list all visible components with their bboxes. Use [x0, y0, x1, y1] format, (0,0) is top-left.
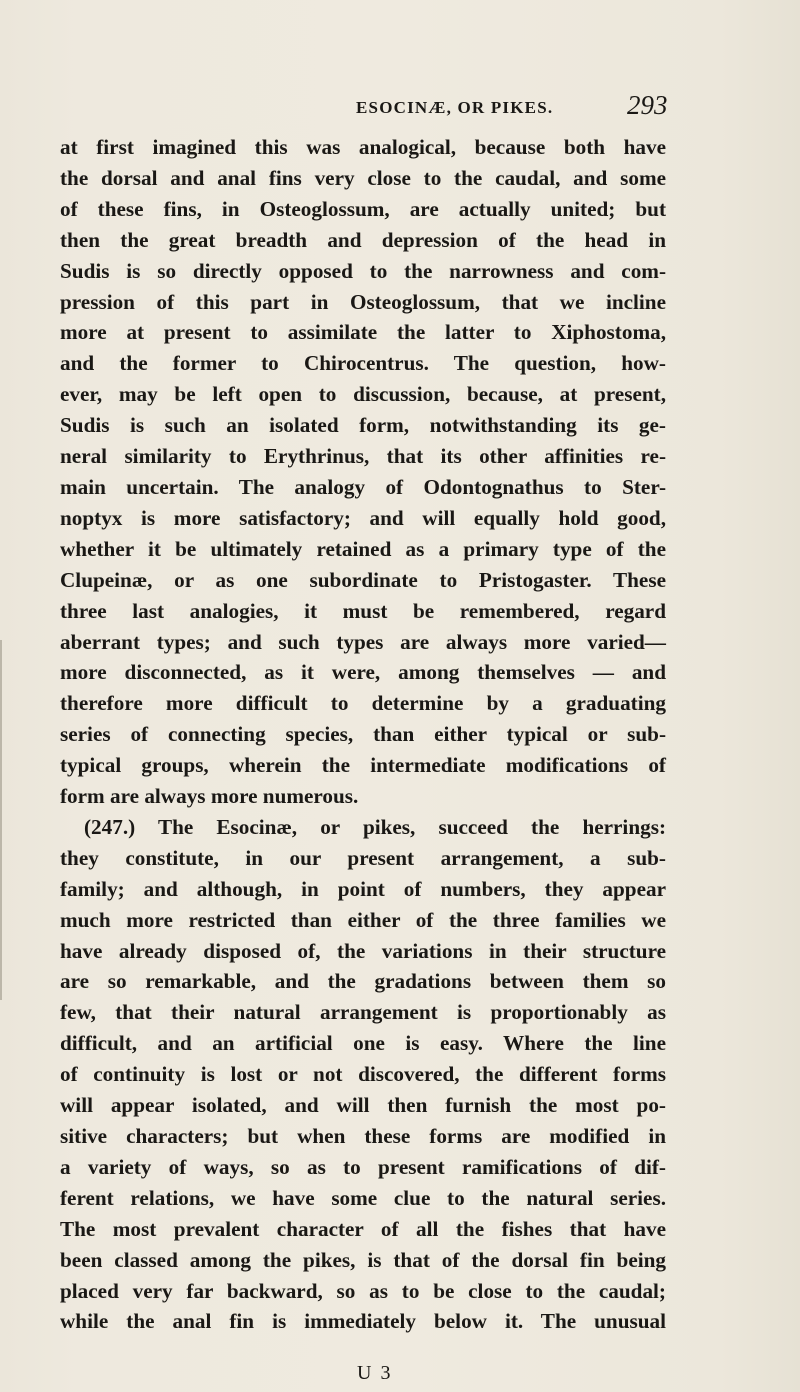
text-line: more at present to assimilate the latter to Xiphostoma, — [60, 320, 666, 345]
text-line: the dorsal and anal fins very close to the caudal, and some — [60, 165, 666, 190]
text-line: ferent relations, we have some clue to the natural series. — [60, 1185, 666, 1210]
text-line: Sudis is so directly opposed to the narrowness and com- — [60, 258, 666, 283]
body-text — [60, 132, 666, 1337]
text-line: Clupeinæ, or as one subordinate to Pristogaster. These — [60, 567, 666, 592]
text-line: are so remarkable, and the gradations between them so — [60, 969, 666, 994]
text-line: more disconnected, as it were, among themselves — and — [60, 660, 666, 685]
text-line: much more restricted than either of the three families we — [60, 907, 666, 932]
running-head: ESOCINÆ, OR PIKES. — [356, 98, 554, 117]
page-number: 293 — [627, 90, 668, 120]
text-line: of these fins, in Osteoglossum, are actually united; but — [60, 196, 666, 221]
text-line: few, that their natural arrangement is proportionably as — [60, 1000, 666, 1025]
text-line: typical groups, wherein the intermediate modifications of — [60, 753, 666, 778]
page-header — [0, 90, 800, 130]
text-line: they constitute, in our present arrangement, a sub- — [60, 845, 666, 870]
text-line: family; and although, in point of numbers, they appear — [60, 876, 666, 901]
text-line: been classed among the pikes, is that of the dorsal fin being — [60, 1247, 666, 1272]
text-line: form are always more numerous. — [60, 784, 359, 809]
text-line: difficult, and an artificial one is easy. Where the line — [60, 1031, 666, 1056]
text-line: will appear isolated, and will then furnish the most po- — [60, 1093, 666, 1118]
text-line: noptyx is more satisfactory; and will equally hold good, — [60, 505, 666, 530]
text-line: aberrant types; and such types are always more varied— — [60, 629, 666, 654]
page-edge-shadow — [0, 640, 8, 1000]
text-line: neral similarity to Erythrinus, that its other affinities re- — [60, 444, 666, 469]
paragraph-start-line: (247.) The Esocinæ, or pikes, succeed the herrings: — [84, 814, 666, 839]
text-line: and the former to Chirocentrus. The question, how- — [60, 351, 666, 376]
text-line: whether it be ultimately retained as a primary type of the — [60, 536, 666, 561]
text-line: have already disposed of, the variations in their structure — [60, 938, 666, 963]
text-line: pression of this part in Osteoglossum, that we incline — [60, 289, 666, 314]
text-line: placed very far backward, so as to be close to the caudal; — [60, 1278, 666, 1303]
text-line: then the great breadth and depression of the head in — [60, 227, 666, 252]
text-line: series of connecting species, than either typical or sub- — [60, 722, 666, 747]
text-line: The most prevalent character of all the fishes that have — [60, 1216, 666, 1241]
text-line: therefore more difficult to determine by a graduating — [60, 691, 666, 716]
text-line: a variety of ways, so as to present ramifications of dif- — [60, 1154, 666, 1179]
text-line: Sudis is such an isolated form, notwithstanding its ge- — [60, 413, 666, 438]
text-line: main uncertain. The analogy of Odontognathus to Ster- — [60, 474, 666, 499]
signature-mark: U 3 — [357, 1362, 393, 1384]
text-line: three last analogies, it must be remembered, regard — [60, 598, 666, 623]
text-line: ever, may be left open to discussion, because, at present, — [60, 382, 666, 407]
text-line: sitive characters; but when these forms are modified in — [60, 1124, 666, 1148]
text-line: at first imagined this was analogical, because both have — [60, 135, 666, 159]
text-line: of continuity is lost or not discovered, the different forms — [60, 1062, 666, 1087]
text-line: while the anal fin is immediately below it. The unusual — [60, 1309, 666, 1334]
